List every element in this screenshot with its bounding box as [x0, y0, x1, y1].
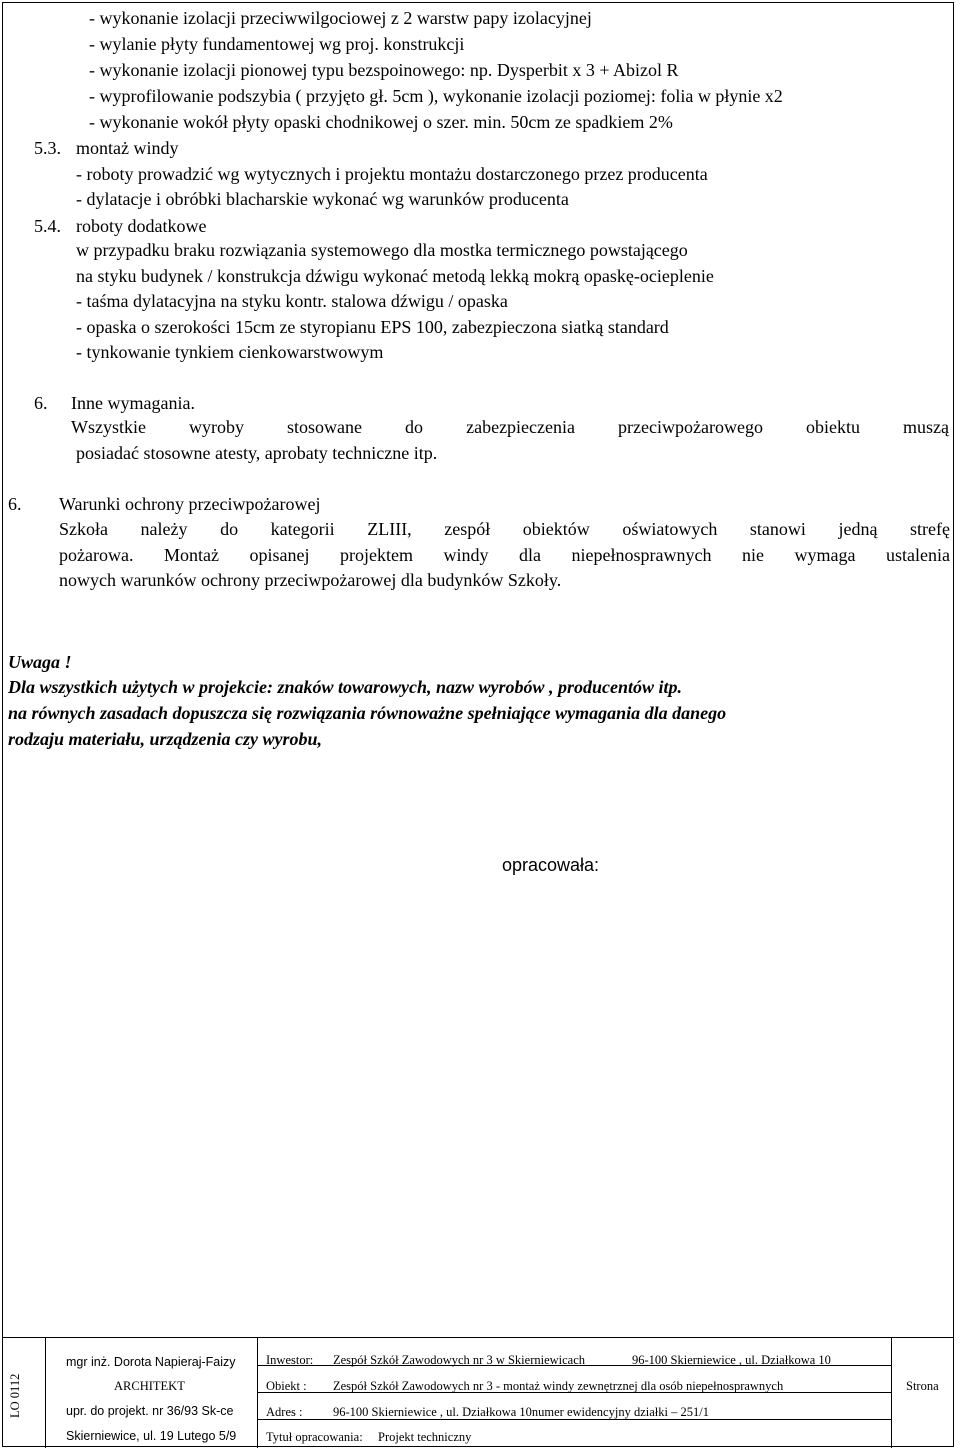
note-line: na równych zasadach dopuszcza się rozwiązania równoważne spełniające wymagania dla danego	[8, 703, 727, 723]
paragraph-line: Szkoła należy do kategorii ZLIII, zespół obiektów oświatowych stanowi jedną strefę	[59, 519, 950, 539]
section-title: Inne wymagania.	[71, 393, 195, 413]
object-value: Zespół Szkół Zawodowych nr 3 - montaż windy zewnętrznej dla osób niepełnosprawnych	[333, 1379, 784, 1393]
author-name: mgr inż. Dorota Napieraj-Faizy	[66, 1355, 236, 1369]
address-value: 96-100 Skierniewice , ul. Działkowa 10numer ewidencyjny działki – 251/1	[333, 1405, 709, 1419]
object-label: Obiekt :	[266, 1379, 307, 1393]
author-license: upr. do projekt. nr 36/93 Sk-ce	[66, 1404, 234, 1418]
spec-line: - wykonanie izolacji przeciwwilgociowej z 2 warstw papy izolacyjnej	[89, 8, 592, 28]
spec-line: - wyprofilowanie podszybia ( przyjęto gł. 5cm ), wykonanie izolacji poziomej: folia w płynie x2	[89, 86, 783, 106]
section-title: montaż windy	[76, 138, 179, 158]
page-label: Strona	[906, 1379, 939, 1393]
section-number: 5.3.	[34, 138, 61, 158]
note-line: rodzaju materiału, urządzenia czy wyrobu,	[8, 729, 323, 749]
section-title: roboty dodatkowe	[76, 216, 207, 236]
author-role: ARCHITEKT	[114, 1379, 185, 1393]
spec-line: - wylanie płyty fundamentowej wg proj. konstrukcji	[89, 34, 465, 54]
spec-line: - wykonanie wokół płyty opaski chodnikowej o szer. min. 50cm ze spadkiem 2%	[89, 112, 673, 132]
investor-address: 96-100 Skierniewice , ul. Działkowa 10	[632, 1353, 831, 1367]
section-number: 6.	[34, 393, 48, 413]
title-block	[2, 1337, 954, 1448]
spec-line: - dylatacje i obróbki blacharskie wykonać wg warunków producenta	[76, 189, 569, 209]
investor-label: Inwestor:	[266, 1353, 314, 1367]
note-line: Dla wszystkich użytych w projekcie: znaków towarowych, nazw wyrobów , producentów itp.	[8, 677, 683, 697]
address-label: Adres :	[266, 1405, 303, 1419]
note-title: Uwaga !	[8, 652, 72, 672]
spec-line: - tynkowanie tynkiem cienkowarstwowym	[76, 342, 384, 362]
investor-value: Zespół Szkół Zawodowych nr 3 w Skierniewicach	[333, 1353, 586, 1367]
paragraph-line: nowych warunków ochrony przeciwpożarowej dla budynków Szkoły.	[59, 570, 562, 590]
section-title: Warunki ochrony przeciwpożarowej	[59, 494, 321, 514]
sheet-code: LO 0112	[8, 1373, 22, 1418]
paragraph-line: pożarowa. Montaż opisanej projektem windy dla niepełnosprawnych nie wymaga ustalenia	[59, 545, 950, 565]
spec-line: - taśma dylatacyjna na styku kontr. stalowa dźwigu / opaska	[76, 291, 508, 311]
spec-line: na styku budynek / konstrukcja dźwigu wykonać metodą lekką mokrą opaskę-ocieplenie	[76, 266, 714, 286]
title-label: Tytuł opracowania:	[266, 1430, 363, 1444]
paragraph-line: posiadać stosowne atesty, aprobaty techniczne itp.	[76, 443, 438, 463]
section-number: 5.4.	[34, 216, 61, 236]
spec-line: w przypadku braku rozwiązania systemowego dla mostka termicznego powstającego	[76, 240, 688, 260]
paragraph-line: Wszystkie wyroby stosowane do zabezpieczenia przeciwpożarowego obiektu muszą	[71, 417, 949, 437]
author-address: Skierniewice, ul. 19 Lutego 5/9	[66, 1429, 237, 1443]
spec-line: - opaska o szerokości 15cm ze styropianu EPS 100, zabezpieczona siatką standard	[76, 317, 669, 337]
spec-line: - wykonanie izolacji pionowej typu bezspoinowego: np. Dysperbit x 3 + Abizol R	[89, 60, 679, 80]
signature-label: opracowała:	[502, 855, 600, 875]
spec-line: - roboty prowadzić wg wytycznych i projektu montażu dostarczonego przez producenta	[76, 164, 708, 184]
title-value: Projekt techniczny	[378, 1430, 472, 1444]
section-number: 6.	[8, 494, 22, 514]
